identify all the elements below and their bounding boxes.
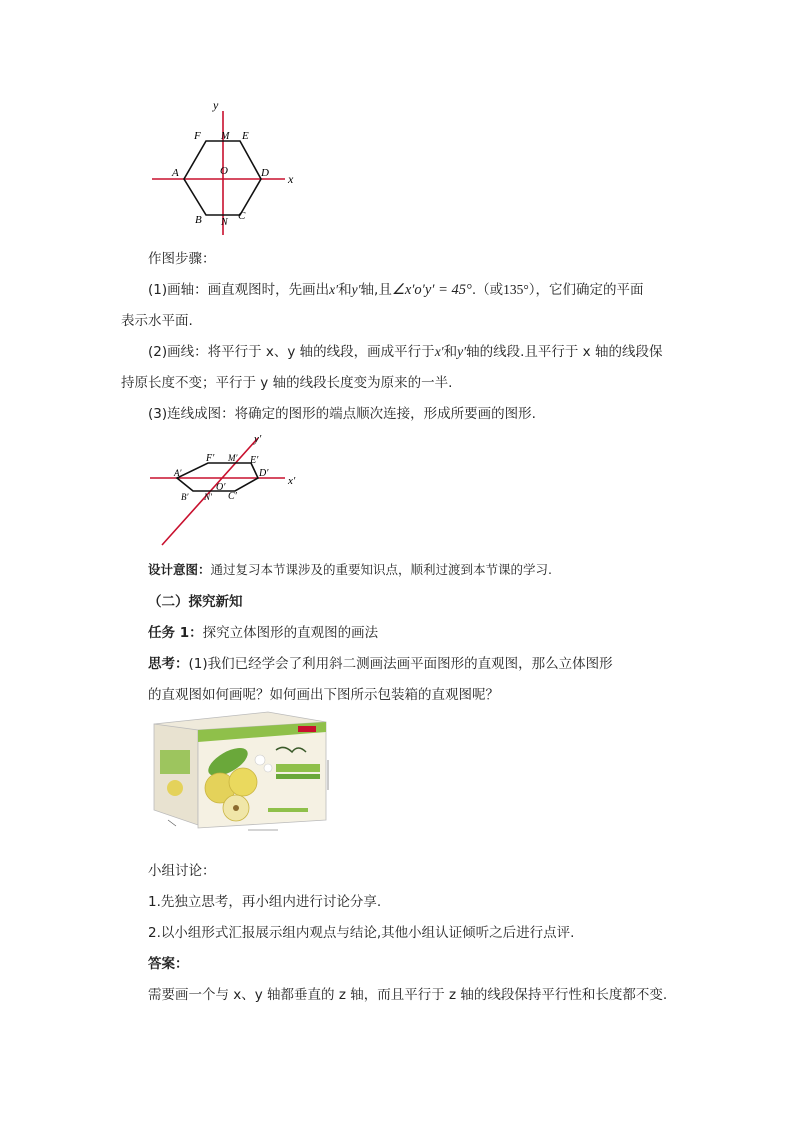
task-text: 探究立体图形的直观图的画法: [202, 625, 379, 641]
group-item-2: 2.以小组形式汇报展示组内观点与结论,其他小组认证倾听之后进行点评.: [148, 925, 575, 941]
answer-text: 需要画一个与 x、y 轴都垂直的 z 轴，而且平行于 z 轴的线段保持平行性和长度都不变.: [148, 987, 668, 1003]
label-B: B: [195, 214, 202, 226]
label-Np: N′: [204, 492, 212, 502]
step1-alt-angle: 135°: [503, 282, 529, 297]
label-Op: O′: [216, 482, 226, 493]
group-item-1: 1.先独立思考，再小组内进行讨论分享.: [148, 894, 382, 910]
design-text: 通过复习本节课涉及的重要知识点，顺利过渡到本节课的学习.: [210, 562, 552, 577]
label-N: N: [221, 217, 228, 228]
step1-text-b: 和: [338, 282, 352, 298]
step1-text-d: .（或: [471, 282, 504, 298]
step-2-cont: 持原长度不变；平行于 y 轴的线段长度变为原来的一半.: [121, 375, 453, 391]
oblique-hexagon-figure: [140, 430, 315, 548]
label-Bp: B′: [181, 492, 189, 502]
label-E: E: [242, 130, 249, 142]
label-A: A: [172, 167, 179, 179]
task-1: [148, 623, 378, 643]
step1-text-c: 轴,且: [360, 282, 392, 298]
label-M: M: [221, 131, 230, 142]
step1-angle: ∠x′o′y′ = 45°: [391, 282, 472, 298]
task-label: 任务 1：: [148, 625, 203, 641]
packaging-box-image: [148, 710, 330, 832]
label-F: F: [194, 130, 201, 142]
label-C: C: [238, 210, 246, 222]
answer-label: 答案：: [148, 956, 189, 972]
design-intent: [148, 560, 552, 580]
design-label: 设计意图：: [148, 562, 211, 577]
step2-text-b: 和: [443, 344, 458, 360]
label-O: O: [220, 165, 228, 177]
step1-yprime: y′: [351, 282, 361, 297]
step2-yprime: y′: [457, 344, 467, 359]
label-Dp: D′: [259, 468, 269, 479]
think-cont: 的直观图如何画呢？如何画出下图所示包装箱的直观图呢？: [148, 687, 499, 703]
step-1: [148, 280, 644, 300]
label-x: x: [288, 172, 294, 186]
step2-xprime: x′: [434, 344, 444, 359]
step1-text-e: ），它们确定的平面: [528, 282, 644, 298]
hexagon-figure: [140, 95, 310, 240]
label-D: D: [261, 167, 269, 179]
label-Ap: A′: [174, 468, 182, 478]
think-text-1: (1)我们已经学会了利用斜二测画法画平面图形的直观图，那么立体图形: [188, 656, 613, 672]
step2-text-a: (2)画线：将平行于 x、y 轴的线段，画成平行于: [148, 344, 435, 360]
label-xp: x′: [288, 475, 296, 487]
label-Mp: M′: [228, 453, 238, 463]
step-2: [148, 342, 662, 362]
think-label: 思考：: [148, 656, 189, 672]
label-Fp: F′: [206, 453, 215, 464]
step2-text-c: 轴的线段.且平行于 x 轴的线段保: [466, 344, 663, 360]
section-heading: （二）探究新知: [148, 594, 243, 610]
label-Ep: E′: [250, 455, 259, 466]
group-title: 小组讨论：: [148, 863, 216, 879]
think: [148, 654, 613, 674]
label-Cp: C′: [228, 491, 237, 502]
step1-xprime: x′: [329, 282, 339, 297]
step1-text-a: (1)画轴：画直观图时，先画出: [148, 282, 330, 298]
step-3: (3)连线成图：将确定的图形的端点顺次连接，形成所要画的图形.: [148, 406, 536, 422]
label-yp: y′: [254, 433, 262, 445]
step-1-cont: 表示水平面.: [121, 313, 193, 329]
label-y: y: [213, 98, 219, 112]
steps-title: 作图步骤：: [148, 251, 216, 267]
